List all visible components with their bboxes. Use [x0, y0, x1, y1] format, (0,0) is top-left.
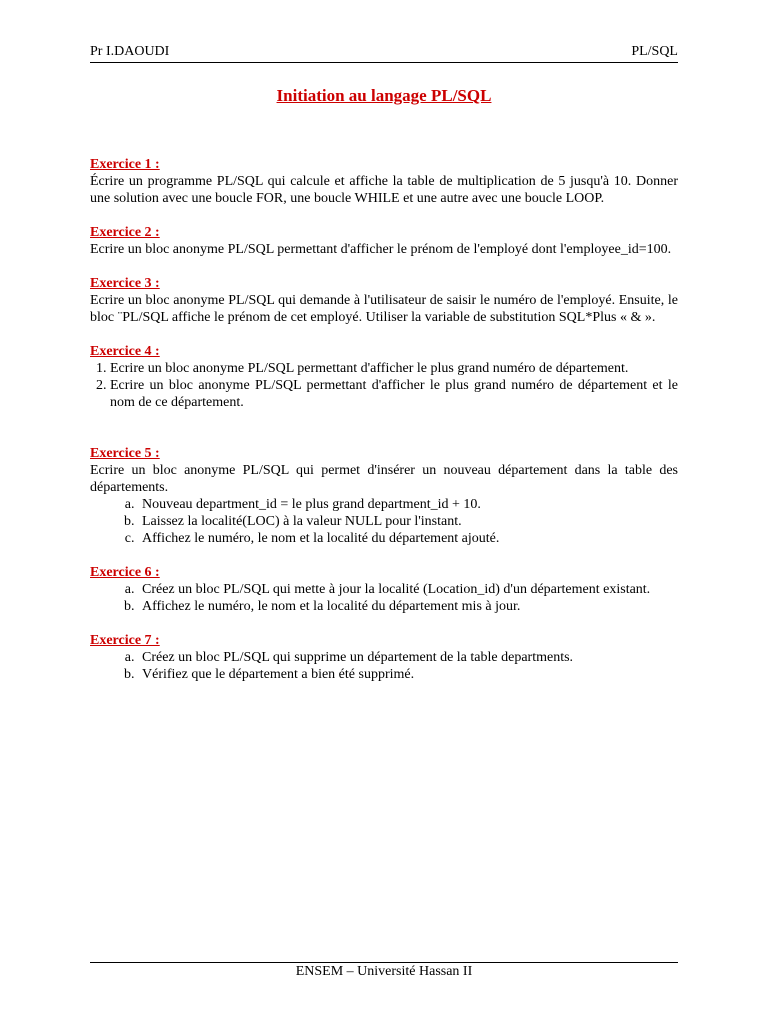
exercise-title: Exercice 7 : [90, 633, 160, 648]
page-header [90, 40, 678, 60]
exercise-1 [90, 156, 678, 207]
exercise-list [90, 581, 678, 615]
list-item: a. Nouveau department_id = le plus grand department_id + 10. [138, 496, 678, 513]
page-footer: ENSEM – Université Hassan II [295, 964, 473, 979]
list-item: c. Affichez le numéro, le nom et la localité du département ajouté. [138, 530, 678, 547]
exercise-title: Exercice 3 : [90, 276, 160, 291]
exercise-title: Exercice 6 : [90, 565, 160, 580]
list-item: a. Créez un bloc PL/SQL qui supprime un département de la table departments. [138, 649, 678, 666]
exercise-2 [90, 224, 678, 258]
exercise-list [90, 649, 678, 683]
exercise-text: Écrire un programme PL/SQL qui calcule et affiche la table de multiplication de 5 jusqu'à 10. Donner une solution avec une boucle FOR, une boucle WHILE et une autre avec une boucle LOOP. [90, 174, 678, 206]
exercise-list [90, 496, 678, 547]
exercise-text: Ecrire un bloc anonyme PL/SQL permettant d'afficher le prénom de l'employé dont l'employee_id=100. [90, 242, 672, 257]
footer-divider [90, 962, 678, 963]
list-item: 2. Ecrire un bloc anonyme PL/SQL permettant d'afficher le plus grand numéro de département et le nom de ce département. [110, 377, 678, 411]
header-subject: PL/SQL [631, 44, 678, 59]
exercise-4 [90, 343, 678, 411]
exercise-text: Ecrire un bloc anonyme PL/SQL qui permet d'insérer un nouveau département dans la table des départements. [90, 463, 678, 495]
header-author: Pr I.DAOUDI [90, 44, 170, 59]
exercise-list [90, 360, 678, 411]
exercise-title: Exercice 4 : [90, 344, 160, 359]
exercise-3 [90, 275, 678, 326]
list-item: b. Affichez le numéro, le nom et la localité du département mis à jour. [138, 598, 678, 615]
exercise-6 [90, 564, 678, 615]
exercise-title: Exercice 2 : [90, 225, 160, 240]
exercise-title: Exercice 1 : [90, 157, 160, 172]
list-item: 1. Ecrire un bloc anonyme PL/SQL permettant d'afficher le plus grand numéro de département. [110, 360, 678, 377]
list-item: b. Laissez la localité(LOC) à la valeur NULL pour l'instant. [138, 513, 678, 530]
document-body [90, 156, 678, 700]
exercise-5 [90, 445, 678, 547]
exercise-text: Ecrire un bloc anonyme PL/SQL qui demande à l'utilisateur de saisir le numéro de l'employé. Ensuite, le bloc ¨PL/SQL affiche le prénom de cet employé. Utiliser la variable de substitution SQL*Plus « & ». [90, 293, 678, 325]
document-title: Initiation au langage PL/SQL [276, 86, 492, 105]
header-divider [90, 62, 678, 63]
exercise-7 [90, 632, 678, 683]
exercise-title: Exercice 5 : [90, 446, 160, 461]
list-item: b. Vérifiez que le département a bien été supprimé. [138, 666, 678, 683]
list-item: a. Créez un bloc PL/SQL qui mette à jour la localité (Location_id) d'un département existant. [138, 581, 678, 598]
